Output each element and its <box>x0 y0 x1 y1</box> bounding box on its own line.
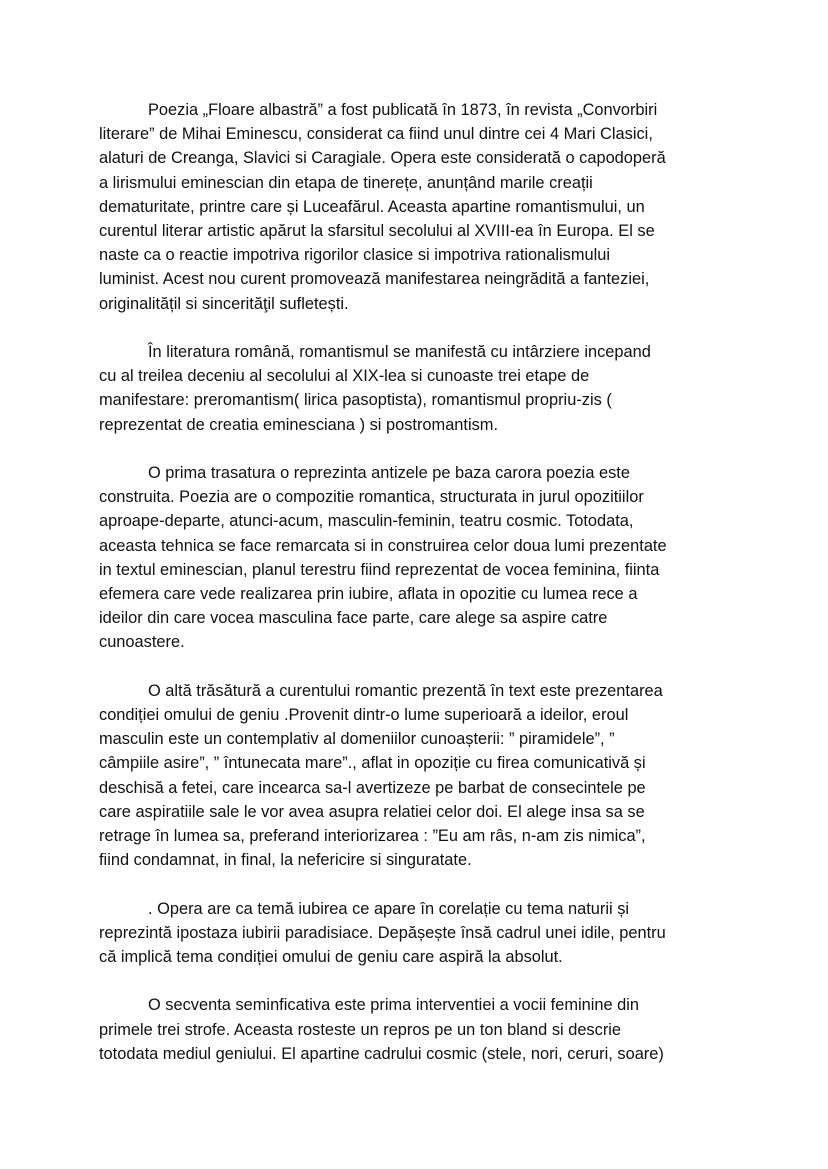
text-line: naste ca o reactie impotriva rigorilor clasice si impotriva rationalismului <box>99 246 611 265</box>
text-line: O secventa seminficativa este prima interventiei a vocii feminine din <box>148 996 640 1015</box>
text-line: aceasta tehnica se face remarcata si in construirea celor doua lumi prezentate <box>99 536 667 555</box>
text-line: câmpiile asire”, ” întunecata mare”., aflat in opoziție cu firea comunicativă și <box>99 754 646 773</box>
text-line: literare” de Mihai Eminescu, considerat ca fiind unul dintre cei 4 Mari Clasici, <box>99 125 653 144</box>
text-line: condiției omului de geniu .Provenit dintr-o lume superioară a ideilor, eroul <box>99 706 629 725</box>
text-line: construita. Poezia are o compozitie romantica, structurata in jurul opozitiilor <box>99 488 644 507</box>
document-page <box>99 98 731 1090</box>
text-line: originalitățil si sincerităţil sufletești. <box>99 294 349 313</box>
text-line: in textul eminescian, planul terestru fiind reprezentat de vocea feminina, fiinta <box>99 560 660 579</box>
text-line: alaturi de Creanga, Slavici si Caragiale. Opera este considerată o capodoperă <box>99 149 666 168</box>
text-line: . Opera are ca temă iubirea ce apare în corelație cu tema naturii și <box>148 899 630 918</box>
text-line: care aspiratiile sale le vor avea asupra relatiei celor doi. El alege insa sa se <box>99 802 645 821</box>
text-line: Poezia „Floare albastră” a fost publicată în 1873, în revista „Convorbiri <box>148 101 658 119</box>
text-line: că implică tema condiției omului de geniu care aspiră la absolut. <box>99 948 563 967</box>
text-line: manifestare: preromantism( lirica pasoptista), romantismul propriu-zis ( <box>99 391 612 410</box>
paragraph-5 <box>99 897 731 970</box>
text-line: curentul literar artistic apărut la sfarsitul secolului al XVIII-ea în Europa. El se <box>99 222 655 241</box>
text-line: reprezentat de creatia eminesciana ) si postromantism. <box>99 415 499 434</box>
paragraph-2 <box>99 340 731 437</box>
text-line: totodata mediul geniului. El apartine cadrului cosmic (stele, nori, ceruri, soare) <box>99 1044 664 1063</box>
text-line: cunoastere. <box>99 633 185 652</box>
paragraph-4 <box>99 679 731 873</box>
text-line: În literatura română, romantismul se manifestă cu intârziere incepand <box>148 343 651 362</box>
text-line: masculin este un contemplativ al domeniilor cunoașterii: ” piramidele”, ” <box>99 730 615 749</box>
text-line: O prima trasatura o reprezinta antizele pe baza carora poezia este <box>148 464 630 483</box>
paragraph-6 <box>99 993 731 1066</box>
text-line: primele trei strofe. Aceasta rosteste un repros pe un ton bland si descrie <box>99 1020 622 1039</box>
text-line: deschisă a fetei, care incearca sa-l avertizeze pe barbat de consecintele pe <box>99 778 646 797</box>
text-line: luminist. Acest nou curent promovează manifestarea neingrădită a fanteziei, <box>99 270 650 289</box>
text-line: O altă trăsătură a curentului romantic prezentă în text este prezentarea <box>148 681 663 700</box>
text-line: ideilor din care vocea masculina face parte, care alege sa aspire catre <box>99 609 608 628</box>
text-line: dematuritate, printre care și Luceafărul. Aceasta apartine romantismului, un <box>99 197 645 216</box>
text-line: aproape-departe, atunci-acum, masculin-feminin, teatru cosmic. Totodata, <box>99 512 634 531</box>
text-line: fiind condamnat, in final, la nefericire si singuratate. <box>99 851 472 870</box>
text-line: reprezintă ipostaza iubirii paradisiace. Depășește însă cadrul unei idile, pentru <box>99 923 666 942</box>
text-line: cu al treilea deceniu al secolului al XIX-lea si cunoaste trei etape de <box>99 367 590 386</box>
paragraph-3 <box>99 461 731 655</box>
text-line: a lirismului eminescian din etapa de tinerețe, anunțând marile creații <box>99 173 593 192</box>
paragraph-1 <box>99 98 731 316</box>
text-line: retrage în lumea sa, preferand interiorizarea : ”Eu am râs, n-am zis nimica”, <box>99 827 646 846</box>
text-line: efemera care vede realizarea prin iubire, aflata in opozitie cu lumea rece a <box>99 585 638 604</box>
